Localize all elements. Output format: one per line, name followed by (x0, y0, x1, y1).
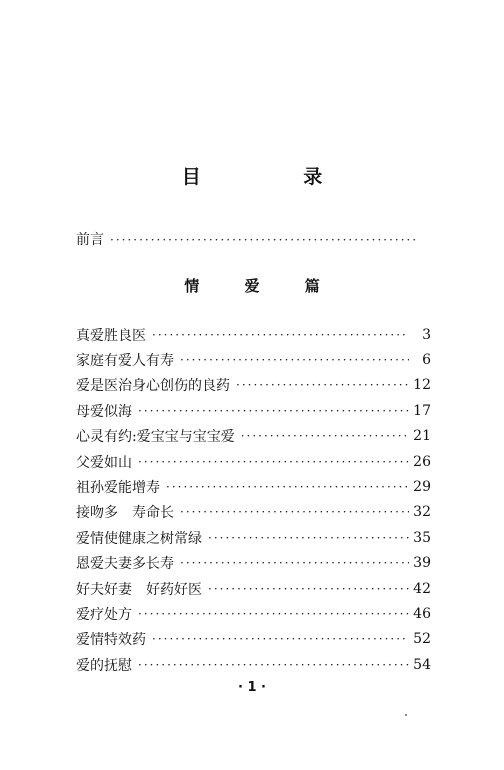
toc-entry (76, 525, 431, 550)
toc-dot-leader (180, 505, 409, 519)
toc-entry (76, 449, 431, 474)
toc-dot-leader (138, 455, 409, 469)
toc-entry (76, 576, 431, 601)
toc-entry-page: 6 (422, 352, 431, 369)
toc-entry-title: 好夫好妻 好药好医 (76, 581, 202, 598)
toc-entry (76, 347, 431, 372)
toc-entry-page: 42 (413, 580, 431, 597)
toc-list (76, 322, 431, 677)
toc-preface-entry (76, 229, 422, 249)
toc-dot-leader (138, 404, 409, 418)
toc-entry-page: 12 (413, 377, 431, 394)
toc-entry-title: 爱是医治身心创伤的良药 (76, 378, 230, 395)
toc-entry-title: 父爱如山 (76, 454, 132, 471)
toc-entry-title: 爱的抚慰 (76, 657, 132, 674)
toc-entry-page: 32 (413, 504, 431, 521)
toc-entry-page: 35 (413, 529, 431, 546)
toc-dot-leader (208, 531, 409, 545)
toc-entry-title: 恩爱夫妻多长寿 (76, 556, 174, 573)
toc-entry-title: 爱情特效药 (76, 632, 146, 649)
toc-preface-label: 前言 (76, 232, 104, 248)
toc-entry (76, 627, 431, 652)
toc-entry (76, 500, 431, 525)
toc-dot-leader (180, 556, 409, 570)
toc-dot-leader (236, 378, 409, 392)
toc-entry-title: 祖孙爱能增寿 (76, 480, 160, 497)
toc-dot-leader (180, 353, 409, 367)
toc-entry-page: 21 (413, 428, 431, 445)
toc-dot-leader (138, 658, 409, 672)
page-number-footer: · 1 · (238, 680, 266, 695)
toc-entry-page: 52 (413, 631, 431, 648)
toc-entry (76, 652, 431, 677)
toc-dot-leader (152, 328, 409, 342)
toc-entry-page: 54 (413, 656, 431, 673)
toc-dot-leader (110, 233, 418, 247)
toc-dot-leader (241, 429, 409, 443)
toc-entry (76, 551, 431, 576)
toc-dot-leader (138, 607, 409, 621)
toc-entry (76, 373, 431, 398)
section-title: 情 爱 篇 (184, 277, 340, 295)
toc-entry (76, 474, 431, 499)
toc-entry-page: 46 (413, 605, 431, 622)
toc-entry-page: 26 (413, 453, 431, 470)
toc-entry-title: 爱疗处方 (76, 606, 132, 623)
scan-speck (405, 714, 407, 716)
toc-entry-title: 爱情使健康之树常绿 (76, 530, 202, 547)
toc-entry (76, 398, 431, 423)
toc-dot-leader (208, 582, 409, 596)
toc-entry-page: 17 (413, 402, 431, 419)
toc-entry (76, 424, 431, 449)
toc-dot-leader (152, 632, 409, 646)
toc-entry-page: 3 (422, 326, 431, 343)
toc-entry-title: 母爱似海 (76, 403, 132, 420)
toc-dot-leader (166, 480, 409, 494)
toc-entry-title: 心灵有约:爱宝宝与宝宝爱 (76, 429, 235, 446)
toc-entry (76, 601, 431, 626)
toc-entry (76, 322, 431, 347)
toc-entry-page: 39 (413, 555, 431, 572)
page-title: 目 录 (181, 166, 371, 188)
toc-entry-title: 真爱胜良医 (76, 327, 146, 344)
toc-entry-title: 家庭有爱人有寿 (76, 353, 174, 370)
toc-entry-page: 29 (413, 479, 431, 496)
toc-entry-title: 接吻多 寿命长 (76, 505, 174, 522)
